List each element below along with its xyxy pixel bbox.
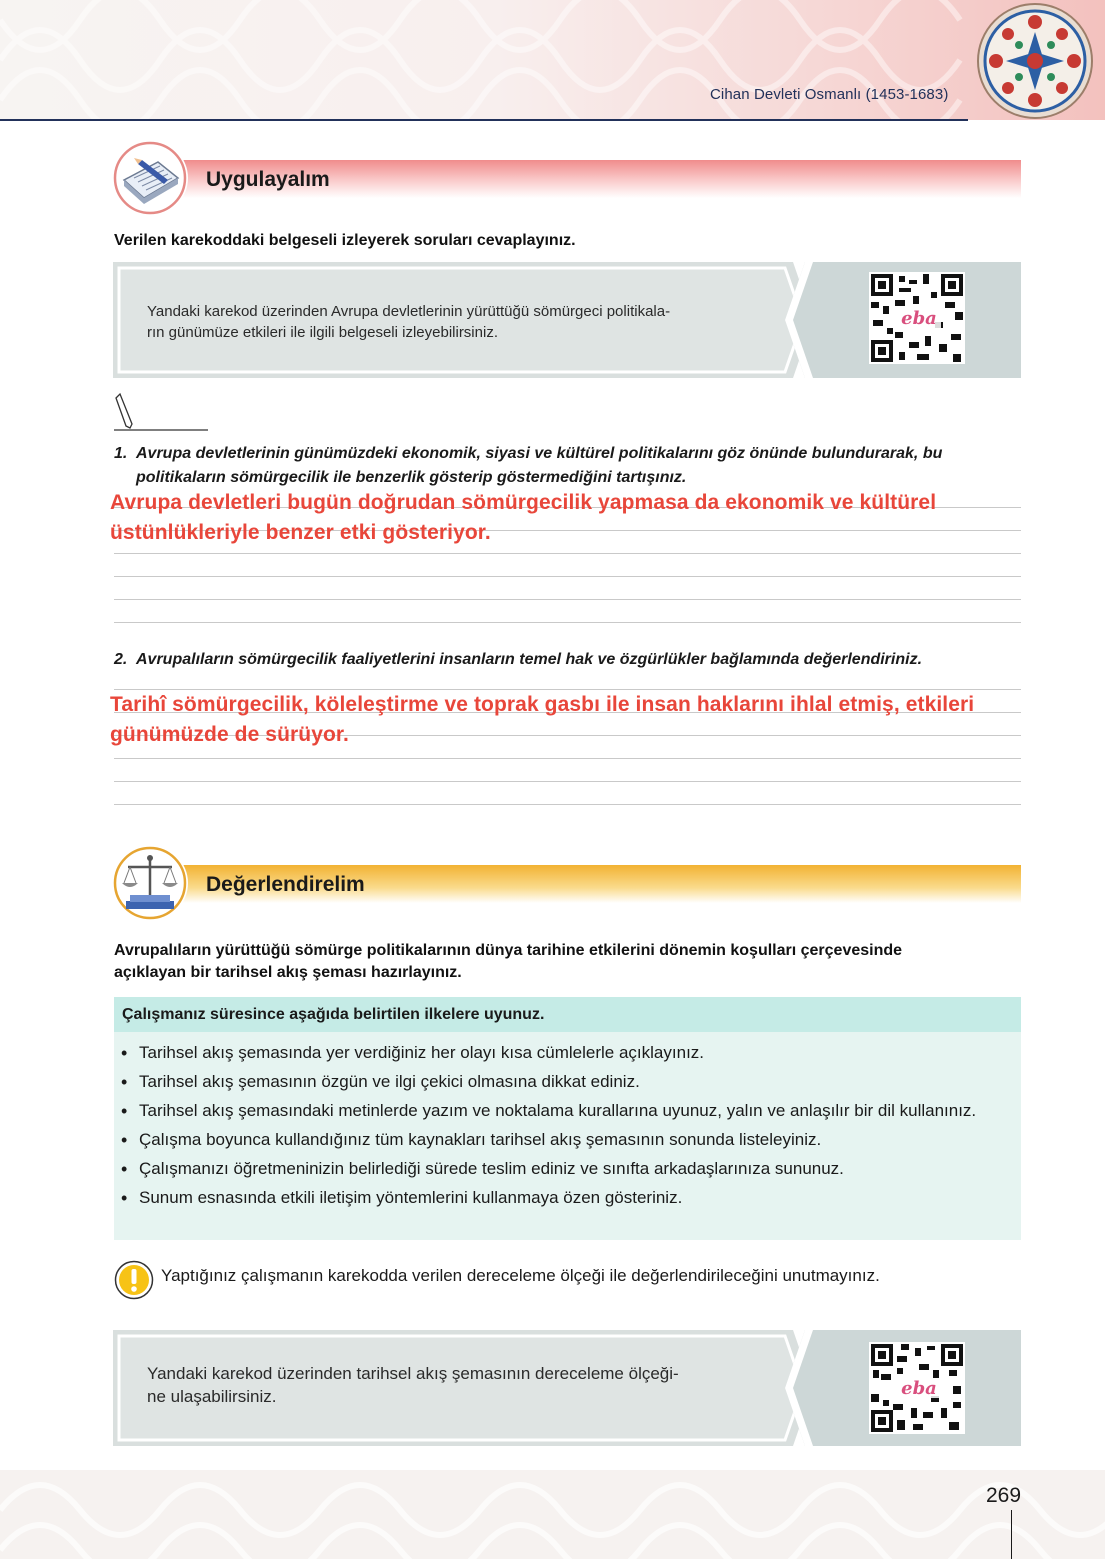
answer-1-line2: üstünlükleriyle benzer etki gösteriyor. xyxy=(110,521,491,544)
rule-item: • Tarihsel akış şemasının özgün ve ilgi çekici olmasına dikkat ediniz. xyxy=(120,1070,1015,1095)
answer-line xyxy=(114,622,1021,623)
qr-info-text-2-line1: Yandaki karekod üzerinden tarihsel akış şemasının dereceleme ölçeği- xyxy=(147,1364,679,1383)
notebook-pen-icon xyxy=(112,140,188,216)
answer-line xyxy=(114,553,1021,554)
qr-info-text-2-line2: ne ulaşabilirsiniz. xyxy=(147,1387,277,1406)
question-2 xyxy=(114,648,922,672)
rule-item: • Sunum esnasında etkili iletişim yöntemlerini kullanmaya özen gösteriniz. xyxy=(120,1186,1015,1211)
answer-line xyxy=(114,758,1021,759)
uygulayalim-instruction: Verilen karekoddaki belgeseli izleyerek soruları cevaplayınız. xyxy=(114,232,576,249)
page-number: 269 xyxy=(986,1484,1022,1507)
answer-1 xyxy=(110,488,936,548)
warning-icon xyxy=(114,1260,154,1300)
answer-2 xyxy=(110,690,974,750)
rule-item: • Çalışma boyunca kullandığınız tüm kaynakları tarihsel akış şemasının sonunda listeleyiniz. xyxy=(120,1128,1015,1153)
qr-info-text-1-line2: rın günümüze etkileri ile ilgili belgeseli izleyebilirsiniz. xyxy=(147,324,498,341)
qr-code-2[interactable] xyxy=(869,1342,965,1434)
warning-text: Yaptığınız çalışmanın karekodda verilen dereceleme ölçeği ile değerlendirileceğini unutmayınız. xyxy=(161,1266,880,1285)
footer-ornament-pattern xyxy=(0,1470,1105,1559)
answer-2-line1: Tarihî sömürgecilik, köleleştirme ve toprak gasbı ile insan haklarını ihlal etmiş, etkileri xyxy=(110,693,975,716)
answer-2-line2: günümüzde de sürüyor. xyxy=(110,723,349,746)
degerlendirelim-instruction-line1: Avrupalıların yürüttüğü sömürge politikalarının dünya tarihine etkilerini dönemin koşulları çerçevesinde xyxy=(114,942,903,959)
answer-line xyxy=(114,804,1021,805)
answer-line xyxy=(114,599,1021,600)
answer-line xyxy=(114,576,1021,577)
rule-item: • Tarihsel akış şemasındaki metinlerde yazım ve noktalama kurallarına uyunuz, yalın ve anlaşılır bir dil kullanınız. xyxy=(120,1099,1015,1124)
question-2-line1: Avrupalıların sömürgecilik faaliyetlerini insanların temel hak ve özgürlükler bağlamında değerlendiriniz. xyxy=(136,651,923,668)
scales-of-justice-icon xyxy=(112,845,188,921)
rule-item: • Tarihsel akış şemasında yer verdiğiniz her olayı kısa cümlelerle açıklayınız. xyxy=(120,1041,1015,1066)
answer-line xyxy=(114,781,1021,782)
qr-code-1[interactable] xyxy=(869,272,965,364)
question-1-line1: Avrupa devletlerinin günümüzdeki ekonomik, siyasi ve kültürel politikalarını göz önünde bulundurarak, bu xyxy=(136,445,943,462)
rules-list xyxy=(120,1041,1015,1215)
rules-heading: Çalışmanız süresince aşağıda belirtilen ilkelere uyunuz. xyxy=(122,1006,545,1023)
footer-band xyxy=(0,1470,1105,1559)
answer-1-line1: Avrupa devletleri bugün doğrudan sömürgecilik yapmasa da ekonomik ve kültürel xyxy=(110,491,937,514)
pencil-icon xyxy=(112,392,210,432)
qr-info-text-1 xyxy=(147,301,670,343)
degerlendirelim-instruction xyxy=(114,940,902,984)
qr-info-text-2 xyxy=(147,1362,679,1408)
qr-info-text-1-line1: Yandaki karekod üzerinden Avrupa devletlerinin yürüttüğü sömürgeci politikala- xyxy=(147,303,671,320)
ottoman-tile-medallion-icon xyxy=(972,2,1098,120)
eba-logo-1: eba xyxy=(901,308,937,329)
question-2-number: 2. xyxy=(114,651,128,668)
uygulayalim-title: Uygulayalım xyxy=(206,168,330,191)
question-1-number: 1. xyxy=(114,445,128,462)
page-number-divider xyxy=(1011,1510,1012,1559)
chapter-title: Cihan Devleti Osmanlı (1453-1683) xyxy=(710,86,949,103)
header-divider xyxy=(0,119,968,121)
degerlendirelim-title: Değerlendirelim xyxy=(206,873,365,896)
eba-logo-2: eba xyxy=(901,1378,937,1399)
rules-heading-bar xyxy=(114,997,1021,1032)
rule-item: • Çalışmanızı öğretmeninizin belirlediği sürede teslim ediniz ve sınıfta arkadaşlarınıza sununuz. xyxy=(120,1157,1015,1182)
degerlendirelim-instruction-line2: açıklayan bir tarihsel akış şeması hazırlayınız. xyxy=(114,964,462,981)
question-1-line2: politikaların sömürgecilik ile benzerlik gösterip göstermediğini tartışınız. xyxy=(136,469,687,486)
question-1 xyxy=(114,442,942,490)
